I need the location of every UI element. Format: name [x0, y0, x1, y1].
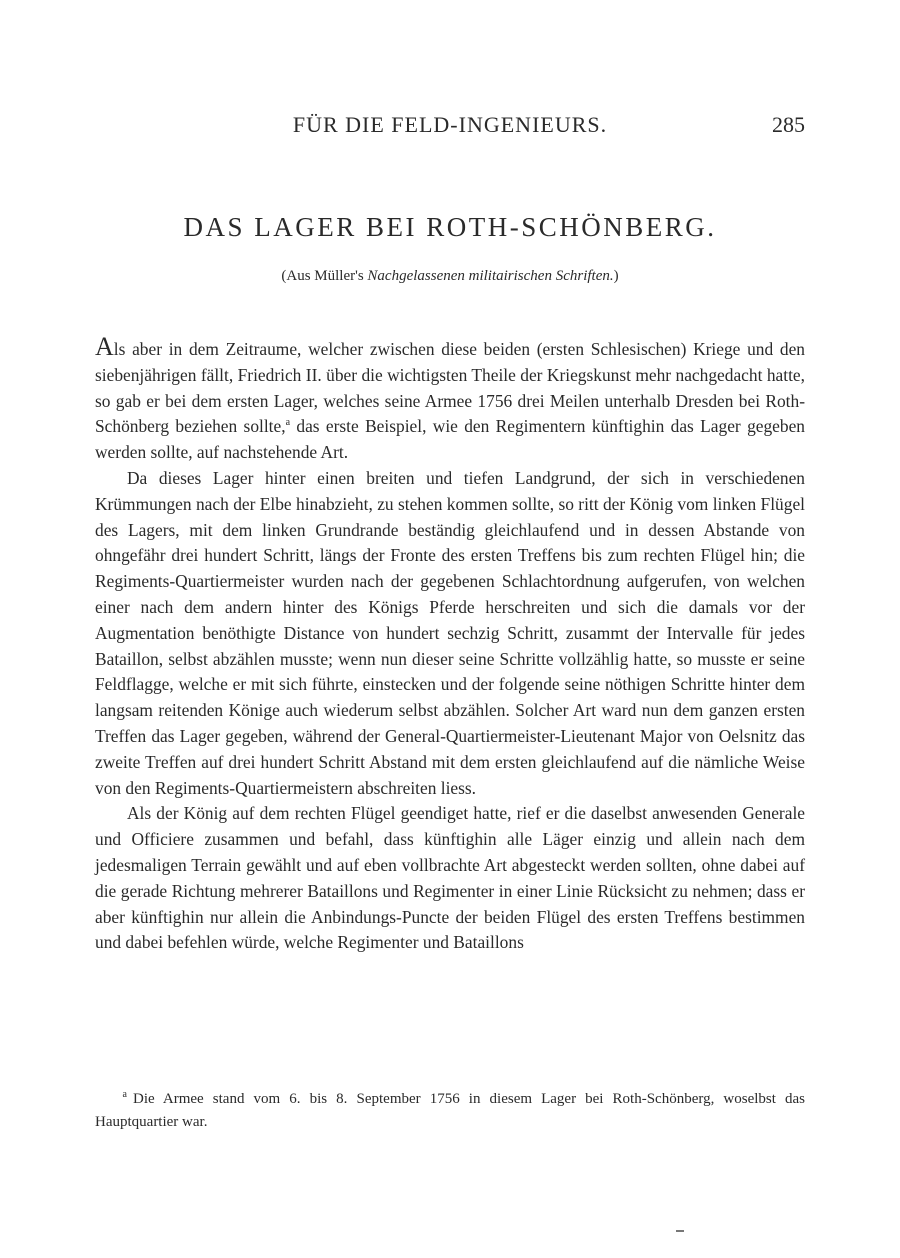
paragraph-1-text-b: das erste Beispiel, wie den Regimentern künftighin das Lager gegeben werden sollte, auf nachstehende Art. — [95, 416, 806, 463]
chapter-title: DAS LAGER BEI ROTH-SCHÖNBERG. — [183, 212, 717, 242]
paragraph-1 — [95, 334, 805, 466]
body-text — [95, 334, 805, 956]
paragraph-1-text-a: ls aber in dem Zeitraume, welcher zwischen diese beiden (ersten Schlesischen) Kriege und den siebenjährigen fällt, Friedrich II. über die wichtigsten Theile der Kriegskunst mehr nachgedacht hatte, so gab er bei dem ersten Lager, welches seine Armee 1756 drei Meilen unterhalb Dresden bei Roth-Schönberg beziehen sollte, — [95, 339, 805, 437]
initial-letter: A — [95, 332, 114, 361]
source-prefix: (Aus Müller's — [281, 268, 368, 284]
source-citation — [0, 268, 900, 285]
paragraph-2: Da dieses Lager hinter einen breiten und tiefen Landgrund, der sich in verschiedenen Krümmungen nach der Elbe hinabzieht, zu stehen kommen sollte, so ritt der König vom linken Flügel des Lagers, mit dem linken Grundrande beständig gleichlaufend und in dessen Abstande von ohngefähr drei hundert Schritt, längs der Fronte des ersten Treffens bis zum rechten Flügel hin; die Regiments-Quartiermeister wurden nach der gegebenen Schlachtordnung aufgerufen, von welchen einer nach dem andern hinter des Königs Pferde herschreiten und sich die damals vor der Augmentation benöthigte Distance von hundert sechzig Schritt, zusammt der Intervalle für jedes Bataillon, selbst abzählen musste; wenn nun dieser seine Schritte vollzählig hatte, so musste er seine Feldflagge, welche er mit sich führte, einstecken und der folgende seine nöthigen Schritte hinter dem langsam reitenden Könige auch wiederum selbst abzählen. Solcher Art ward nun dem ganzen ersten Treffen das Lager gegeben, während der General-Quartiermeister-Lieutenant Major von Oelsnitz das zweite Treffen auf drei hundert Schritt Abstand mit dem ersten gleichlaufend auf die nämliche Weise von den Regiments-Quartiermeistern abschreiten liess. — [95, 467, 805, 798]
footnote-text: Die Armee stand vom 6. bis 8. September 1756 in diesem Lager bei Roth-Schönberg, woselbst das Hauptquartier war. — [95, 1091, 805, 1130]
footnote: a Die Armee stand vom 6. bis 8. September 1756 in diesem Lager bei Roth-Schönberg, woselbst das Hauptquartier war. — [95, 1089, 805, 1130]
print-speck — [676, 1230, 684, 1232]
page-number: 285 — [772, 112, 805, 137]
running-title: FÜR DIE FELD-INGENIEURS. — [292, 112, 608, 137]
footnote-reference-mark: a — [285, 417, 291, 429]
source-work-title: Nachgelassenen militairischen Schriften. — [367, 268, 614, 284]
running-head — [0, 112, 900, 142]
source-suffix: ) — [613, 268, 619, 284]
paragraph-3: Als der König auf dem rechten Flügel geendiget hatte, rief er die daselbst anwesenden Generale und Officiere zusammen und befahl, dass künftighin alle Läger einzig und allein nach dem jedesmaligen Terrain gewählt und auf eben vollbrachte Art abgesteckt werden sollten, ohne dabei auf die gerade Richtung mehrerer Bataillons und Regimenter in einer Linie Rücksicht zu nehmen; dass er aber künftighin nur allein die Anbindungs-Puncte der beiden Flügel des ersten Treffens bestimmen und dabei befehlen würde, welche Regimenter und Bataillons — [95, 803, 805, 953]
